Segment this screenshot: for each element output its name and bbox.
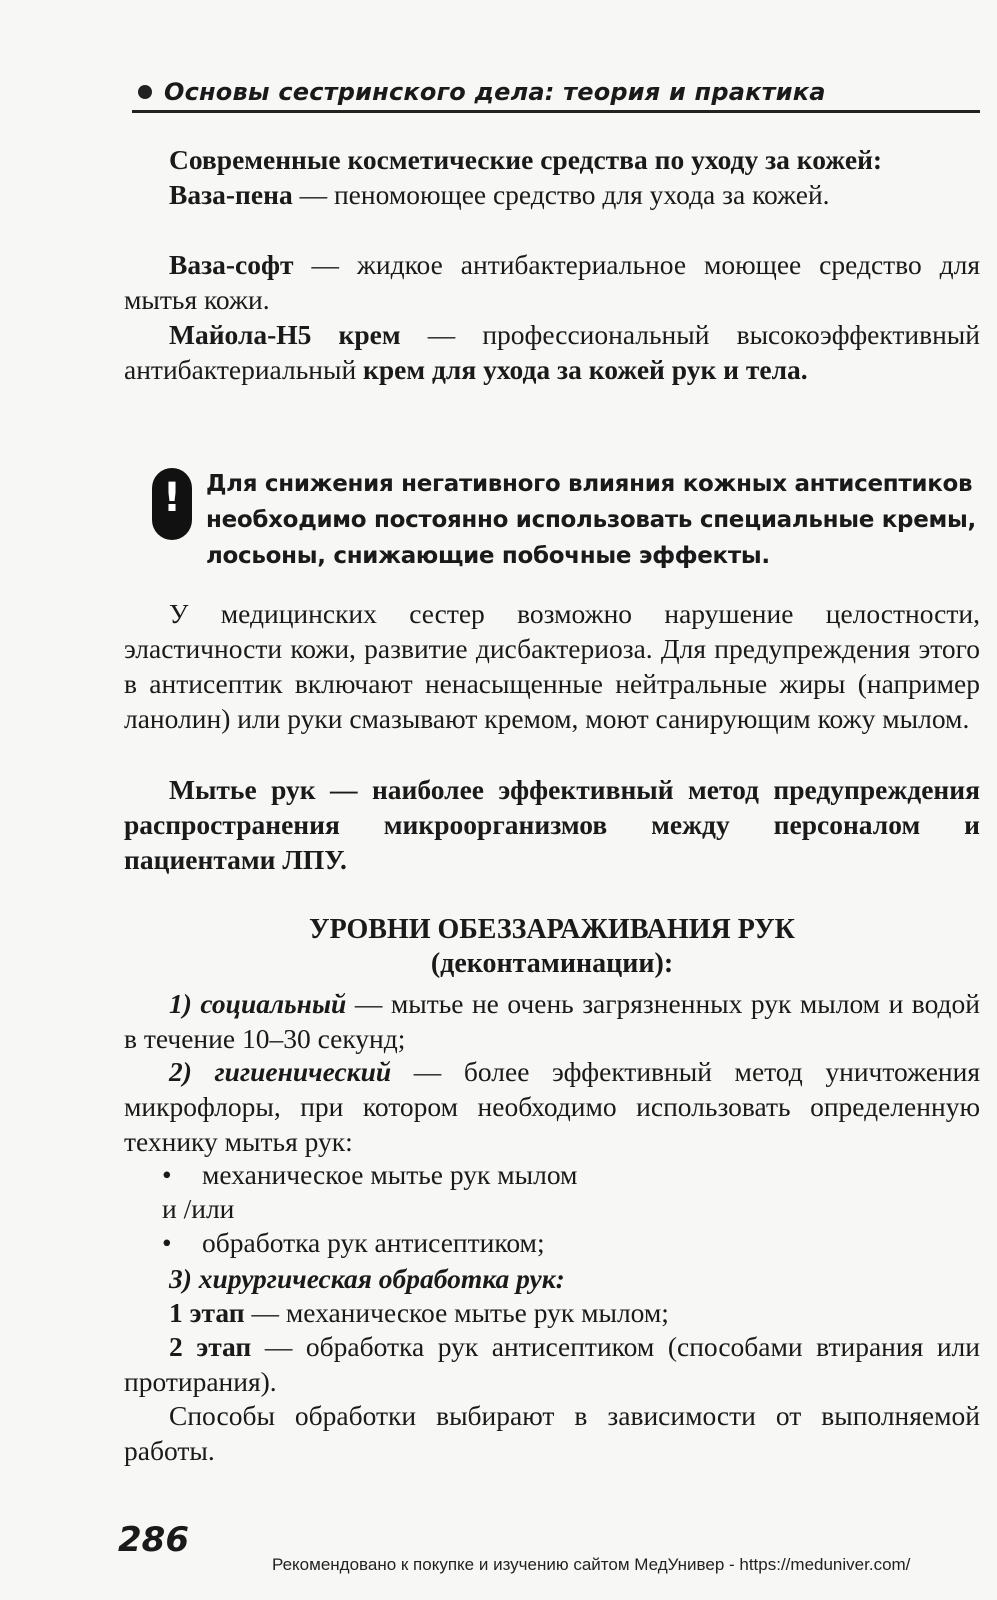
product-description: — жидкое антибактериальное моющее средство для мытья кожи. (124, 249, 980, 315)
product-name: Ваза-пена (169, 179, 293, 210)
stage-1 (124, 1295, 980, 1330)
paragraph-skin-damage: У медицинских сестер возможно нарушение целостности, эластичности кожи, развитие дисбактериоза. Для предупреждения этого в антисептик включают ненасыщенные нейтральные жиры (например ланолин) или руки смазывают кремом, моют санирующим кожу мылом. (124, 598, 980, 734)
list-item-text: обработка рук антисептиком; (202, 1227, 545, 1258)
product-vaza-pena (124, 177, 980, 212)
intro-paragraph: Современные косметические средства по уходу за кожей: (169, 144, 883, 175)
product-description-bold: крем для ухода за кожей рук и тела. (363, 354, 808, 385)
level-description: — более эффективный метод уничтожения микрофлоры, при котором необходимо использовать определенную технику мытья рук: (124, 1056, 981, 1157)
product-vaza-soft (124, 247, 980, 317)
level-label: 3) хирургическая обработка рук: (169, 1263, 565, 1294)
product-name: Ваза-софт (169, 249, 294, 280)
product-description: — пеномоющее средство для ухода за кожей. (292, 179, 830, 210)
important-note (152, 466, 982, 574)
exclamation-icon: ! (152, 468, 192, 540)
list-item-text: механическое мытье рук мылом (202, 1159, 578, 1190)
stage-2 (124, 1329, 980, 1399)
header-title: Основы сестринского дела: теория и практика (164, 78, 826, 106)
bullet-icon: • (162, 1159, 172, 1190)
bullet-dot-icon (138, 85, 152, 99)
stage-description: — механическое мытье рук мылом; (244, 1297, 669, 1328)
product-description: — профессиональный высокоэффективный антибактериальный (124, 319, 980, 385)
stage-description: — обработка рук антисептиком (способами втирания или протирания). (124, 1331, 980, 1397)
note-text: Для снижения негативного влияния кожных антисептиков необходимо постоянно использовать специальные кремы, лосьоны, снижающие побочные эффекты. (206, 471, 976, 569)
level-description: — мытье не очень загрязненных рук мылом и водой в течение 10–30 секунд; (124, 988, 980, 1054)
product-mayola-cream (124, 317, 980, 387)
level-surgical (124, 1261, 980, 1296)
level-hygienic (124, 1054, 980, 1159)
running-header (132, 74, 980, 113)
page-number: 286 (118, 1520, 189, 1560)
paragraph-handwashing: Мытье рук — наиболее эффективный метод предупреждения распространения микроорганизмов между персоналом и пациентами ЛПУ. (124, 774, 980, 875)
list-connector: и /или (162, 1193, 235, 1224)
paragraph-methods: Способы обработки выбирают в зависимости от выполняемой работы. (124, 1400, 980, 1466)
footer-watermark: Рекомендовано к покупке и изучению сайтом МедУнивер - https://meduniver.com/ (272, 1555, 911, 1574)
product-name: Майола-Н5 крем (169, 319, 401, 350)
stage-label: 2 этап (169, 1331, 252, 1362)
level-label: 1) социальный (169, 988, 347, 1019)
list-item (162, 1225, 545, 1260)
section-heading: УРОВНИ ОБЕЗЗАРАЖИВАНИЯ РУК (309, 914, 795, 945)
level-label: 2) гигиенический (169, 1056, 392, 1087)
section-subheading: (деконтаминации): (430, 948, 674, 979)
bullet-icon: • (162, 1227, 172, 1258)
list-item (162, 1157, 577, 1192)
level-social (124, 986, 980, 1056)
stage-label: 1 этап (169, 1297, 245, 1328)
